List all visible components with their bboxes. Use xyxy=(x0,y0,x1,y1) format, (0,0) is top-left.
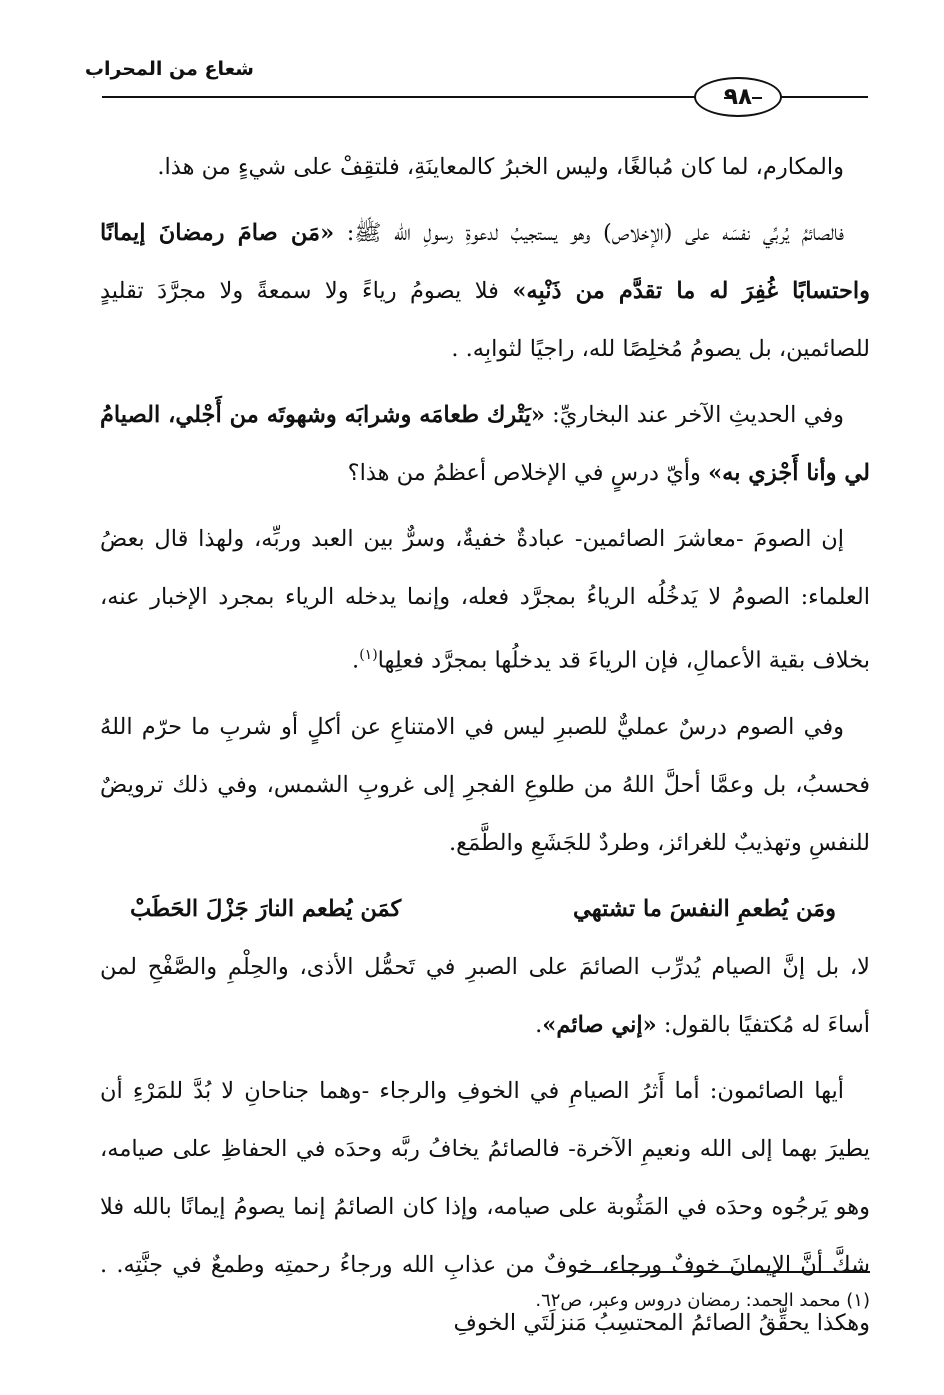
paragraph-3 xyxy=(100,386,870,502)
paragraph-4-text: إن الصومَ -معاشرَ الصائمين- عبادةٌ خفيةٌ، وسرٌّ بين العبد وربِّه، ولهذا قال بعضُ العلماء: الصومُ لا يَدخُلُه الرياءُ بمجرَّد فعله، وإنما يدخله الرياء بمجرد الإخبار عنه، بخلاف بقية الأعمالِ، فإن الرياءَ قد يدخلُها بمجرَّد فعلِها xyxy=(100,526,870,674)
paragraph-2-intro: فالصائمُ يُربِّي نفسَه على (الإخلاص) وهو يستجيبُ لدعوةِ رسولِ الله ﷺ: xyxy=(334,220,845,246)
poem-second-hemistich: كمَن يُطعم النارَ جَزْلَ الحَطَبْ xyxy=(130,895,402,922)
paragraph-4 xyxy=(100,510,870,690)
footnote: (١) محمد الحمد: رمضان دروس وعبر، ص٦٢. xyxy=(535,1290,870,1311)
paragraph-7: أيها الصائمون: أما أَثرُ الصيامِ في الخوفِ والرجاء -وهما جناحانِ لا بُدَّ للمَرْءِ أن يطيرَ بهما إلى الله ونعيمِ الآخرة- فالصائمُ يخافُ ربَّه وحدَه في الحفاظِ على صيامه، وهو يَرجُوه وحدَه في المَثُوبة على صيامه، وإذا كان الصائمُ إنما يصومُ إيمانًا بالله فلا شكَّ أنَّ الإيمانَ خوفٌ ورجاء، خوفٌ من عذابِ الله ورجاءُ رحمتِه وطمعٌ في جنَّتِه. . وهكذا يحقِّقُ الصائمُ المحتسِبُ مَنزلَتَي الخوفِ xyxy=(100,1077,870,1336)
paragraph-5: وفي الصوم درسٌ عمليٌّ للصبرِ ليس في الامتناعِ عن أكلٍ أو شربِ ما حرّم اللهُ فحسبُ، بل وعمَّا أحلَّ اللهُ من طلوعِ الفجرِ إلى غروبِ الشمس، وفي ذلك ترويضٌ للنفسِ وتهذيبٌ للغرائز، وطردٌ للجَشَعِ والطَّمَع. xyxy=(100,713,870,856)
paragraph-6-end: . xyxy=(535,1011,543,1038)
page-number: ٩٨ xyxy=(694,77,782,117)
paragraph-1: والمكارم، لما كان مُبالغًا، وليس الخبرُ كالمعاينَةِ، فلتقِفْ على شيءٍ من هذا. xyxy=(157,154,844,180)
paragraph-2 xyxy=(100,204,870,378)
paragraph-3-rest: وأيّ درسٍ في الإخلاص أعظمُ من هذا؟ xyxy=(347,460,709,486)
paragraph-2-rest: فلا يصومُ رياءً ولا سمعةً ولا مجرَّدَ تقليدٍ للصائمين، بل يصومُ مُخلِصًا لله، راجيًا لثوابِه. . xyxy=(100,278,870,362)
footnote-reference: (١) xyxy=(359,647,378,663)
page-body xyxy=(100,138,870,1360)
paragraph-3-intro: وفي الحديثِ الآخر عند البخاريِّ: xyxy=(544,402,844,428)
paragraph-6-text: لا، بل إنَّ الصيام يُدرِّب الصائمَ على الصبرِ في تَحمُّل الأذى، والحِلْمِ والصَّفْحِ لمن أساءَ له مُكتفيًا بالقول: xyxy=(100,953,870,1038)
paragraph-6 xyxy=(100,938,870,1054)
book-title: شعاع من المحراب xyxy=(84,58,254,80)
hadith-quote-2: «يَتْرك طعامَه وشرابَه وشهوتَه من أَجْلي، الصيامُ لي وأنا أَجْزي به» xyxy=(100,402,870,486)
poem-verse xyxy=(100,880,870,938)
hadith-quote-1: «مَن صامَ رمضانَ إيمانًا واحتسابًا غُفِرَ له ما تقدَّم من ذَنْبِه» xyxy=(100,220,870,304)
paragraph-4-end: . xyxy=(352,647,360,674)
quote-im-fasting: «إني صائم» xyxy=(542,1011,657,1038)
footnote-rule xyxy=(578,1271,870,1273)
poem-first-hemistich: ومَن يُطعمِ النفسَ ما تشتهي xyxy=(572,895,836,922)
